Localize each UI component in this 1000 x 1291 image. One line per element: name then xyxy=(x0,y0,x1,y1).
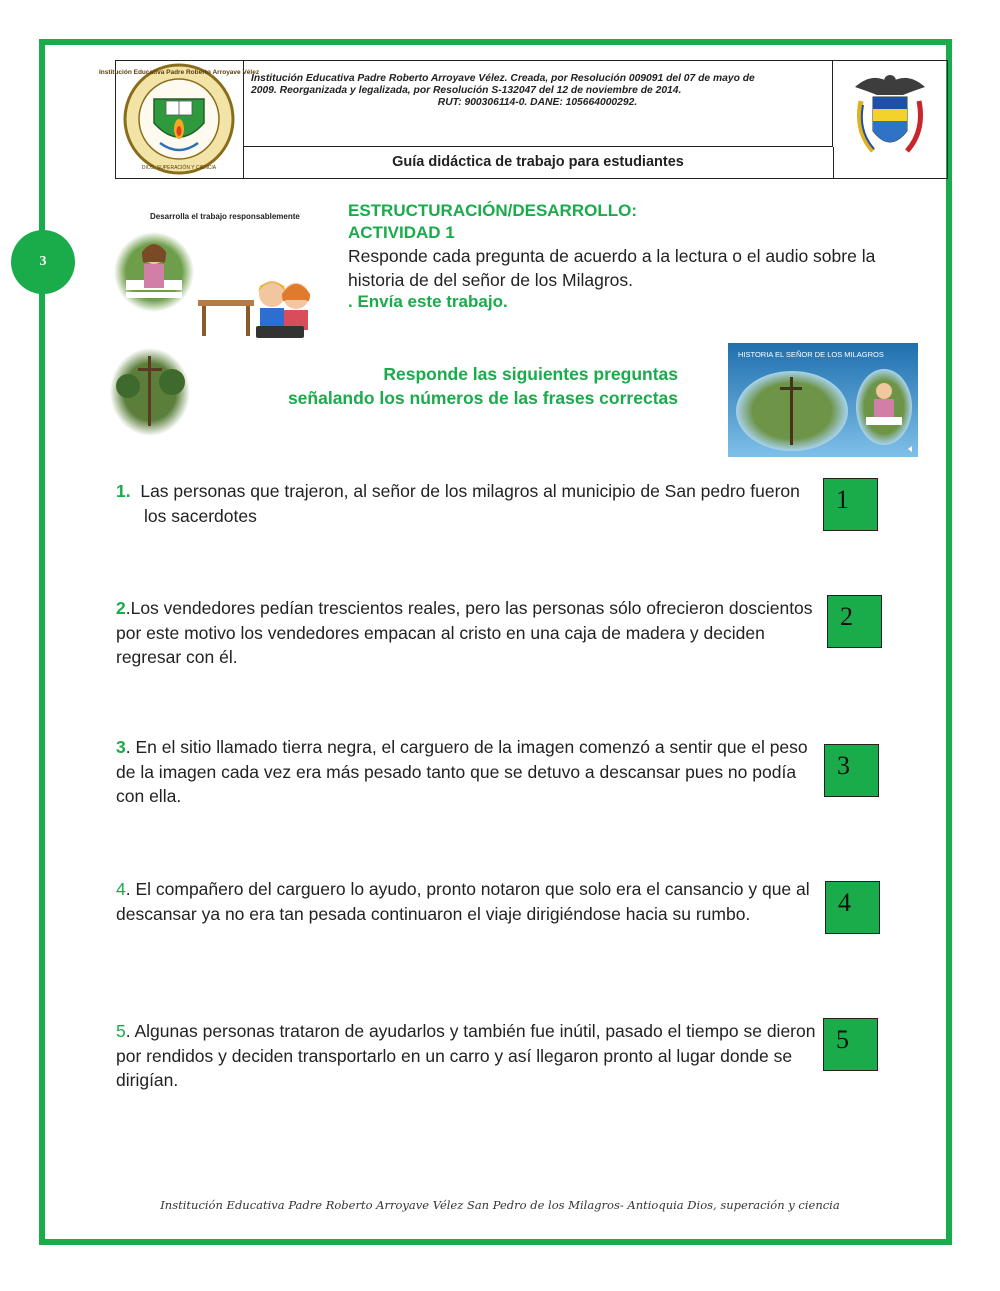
question-text: . El compañero del carguero lo ayudo, pronto notaron que solo era el cansancio y que al descansar ya no era tan pesada continuaron el viaje dirigiéndose hacia su rumbo. xyxy=(116,879,810,924)
question-4 xyxy=(116,877,816,926)
answer-box-4[interactable]: 4 xyxy=(825,881,880,934)
question-2 xyxy=(116,596,816,670)
footer-text: Institución Educativa Padre Roberto Arroyave Vélez San Pedro de los Milagros- Antioquia Dios, superación y ciencia xyxy=(160,1198,840,1212)
question-number: 5 xyxy=(116,1021,126,1041)
section-title xyxy=(348,200,637,244)
institution-line-1: Institución Educativa Padre Roberto Arroyave Vélez. Creada, por Resolución 009091 del 07 de mayo de xyxy=(251,73,755,84)
question-1 xyxy=(116,479,816,528)
question-5 xyxy=(116,1019,816,1093)
answer-box-1[interactable]: 1 xyxy=(823,478,878,531)
answer-box-2[interactable]: 2 xyxy=(827,595,882,648)
send-instruction: . Envía este trabajo. xyxy=(348,292,508,311)
question-text: . En el sitio llamado tierra negra, el carguero de la imagen comenzó a sentir que el peso de la imagen cada vez era más pesado tanto que se detuvo a descansar pues no podía con ella. xyxy=(116,737,808,806)
header-table xyxy=(98,60,948,179)
guide-title: Guía didáctica de trabajo para estudiantes xyxy=(243,147,834,178)
page-number-badge: 3 xyxy=(11,230,75,294)
illustration-caption: Desarrolla el trabajo responsablemente xyxy=(150,212,300,221)
question-number: 4 xyxy=(116,879,126,899)
logo-text-top: Institución Educativa Padre Roberto Arroyave Vélez xyxy=(98,69,260,76)
video-thumbnail[interactable] xyxy=(728,343,918,457)
logo-text-bottom: DIOS, SUPERACIÓN Y CIENCIA xyxy=(141,165,217,171)
school-logo xyxy=(98,61,260,178)
question-text: .Los vendedores pedían trescientos reales, pero las personas sólo ofrecieron doscientos por este motivo los vendedores empacan al cristo en una caja de madera y deciden regresar con él. xyxy=(116,598,813,667)
section-title-line-1: ESTRUCTURACIÓN/DESARROLLO: xyxy=(348,201,637,220)
section-title-line-2: ACTIVIDAD 1 xyxy=(348,223,455,242)
students-illustration xyxy=(106,222,346,447)
question-number: 3 xyxy=(116,737,126,757)
question-text: . Algunas personas trataron de ayudarlos y también fue inútil, pasado el tiempo se dieron por rendidos y deciden transportarlo en un carro y así llegaron pronto al lugar donde se dirigían. xyxy=(116,1021,816,1090)
institution-info xyxy=(243,61,833,147)
question-number: 1. xyxy=(116,481,131,501)
instructions: Responde cada pregunta de acuerdo a la lectura o el audio sobre la historia de del señor de los Milagros. xyxy=(348,246,876,290)
question-3 xyxy=(116,735,816,809)
question-text: Las personas que trajeron, al señor de los milagros al municipio de San pedro fueron los sacerdotes xyxy=(140,481,800,526)
answer-box-5[interactable]: 5 xyxy=(823,1018,878,1071)
answer-box-3[interactable]: 3 xyxy=(824,744,879,797)
institution-ids: RUT: 900306114-0. DANE: 105664000292. xyxy=(437,97,638,108)
respond-instruction xyxy=(238,362,678,410)
respond-line-1: Responde las siguientes preguntas xyxy=(383,364,678,384)
respond-line-2: señalando los números de las frases correctas xyxy=(287,388,678,408)
question-number: 2 xyxy=(116,598,126,618)
video-title: HISTORIA EL SEÑOR DE LOS MILAGROS xyxy=(738,350,884,359)
institution-line-2: 2009. Reorganizada y legalizada, por Resolución S-132047 del 12 de noviembre de 2014. xyxy=(251,85,682,96)
colombia-crest-icon xyxy=(833,61,947,178)
